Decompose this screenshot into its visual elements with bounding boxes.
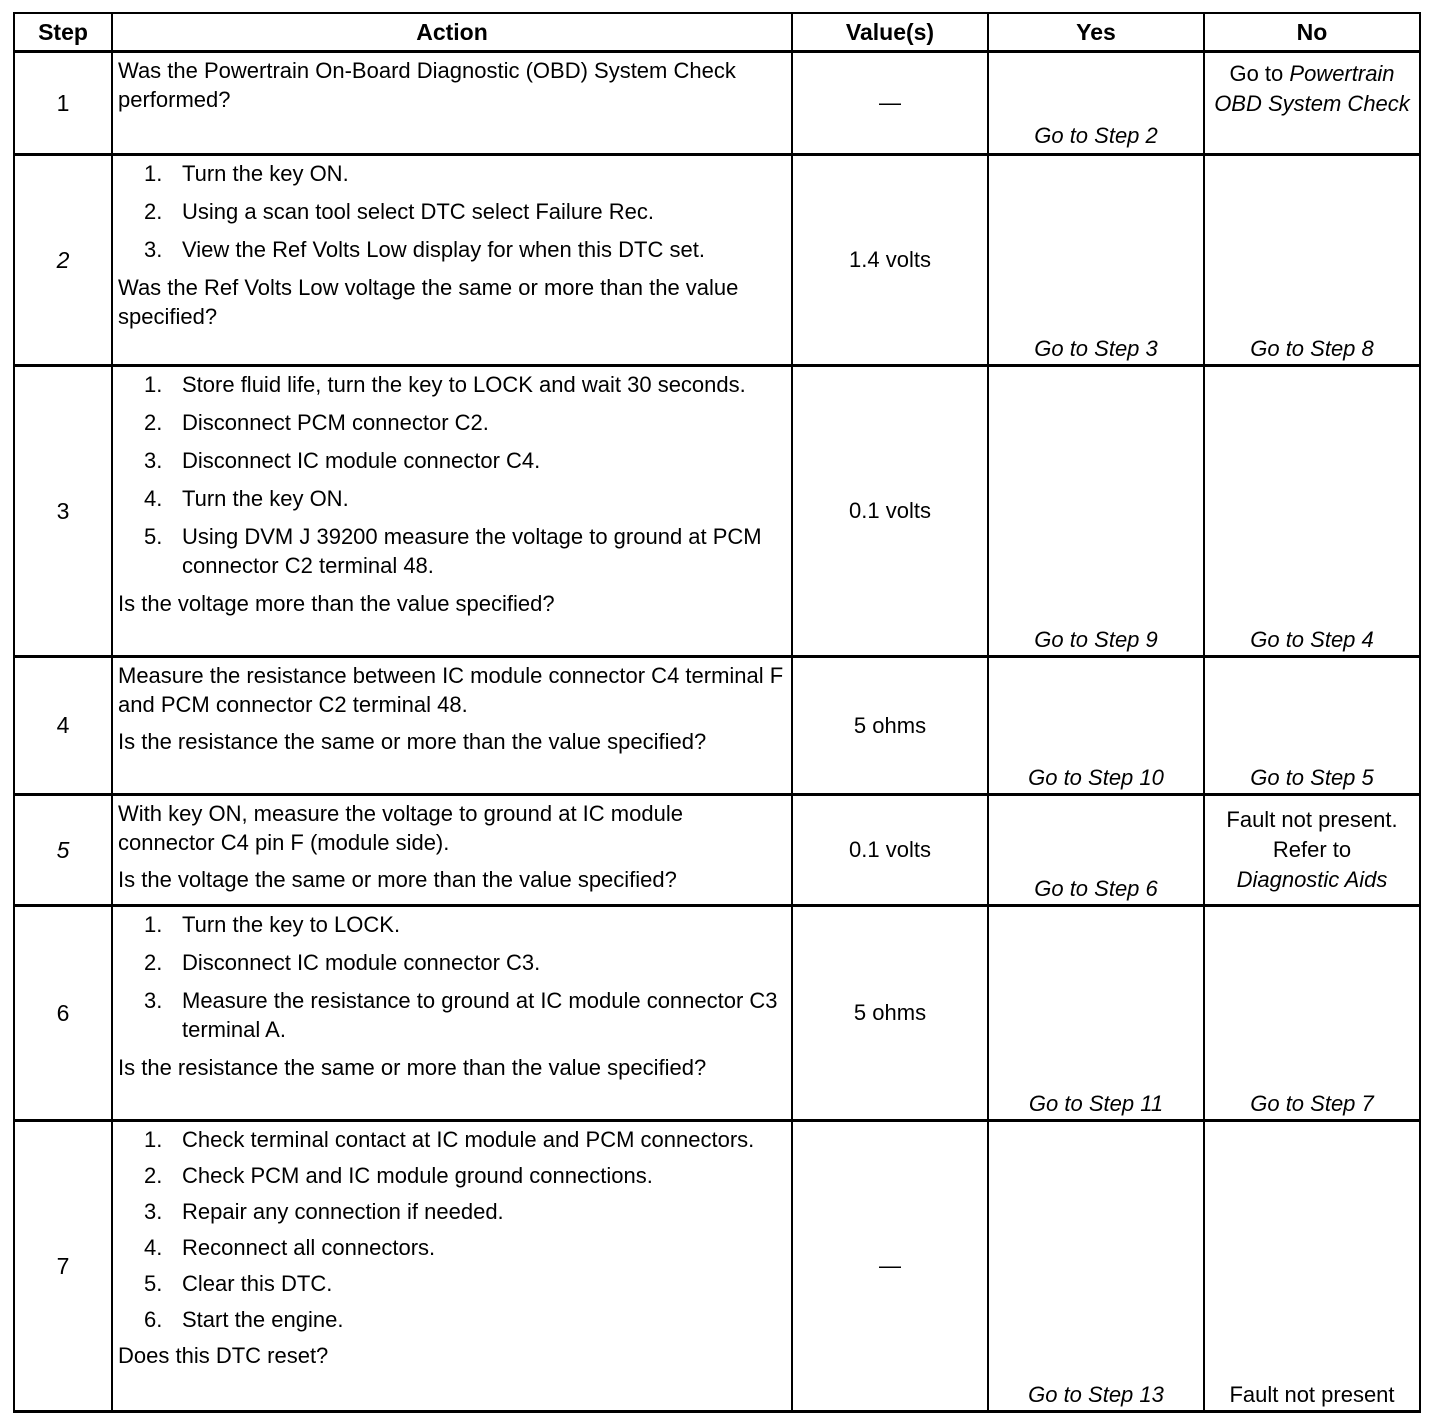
yes-result: Go to Step 13	[1028, 1382, 1164, 1407]
header-no: No	[1204, 13, 1420, 52]
yes-cell	[988, 366, 1204, 657]
yes-result: Go to Step 2	[1034, 123, 1158, 148]
list-item: 1. Store fluid life, turn the key to LOCK and wait 30 seconds.	[144, 372, 746, 397]
yes-result: Go to Step 6	[1034, 876, 1158, 901]
step-number: 4	[14, 657, 112, 795]
header-yes: Yes	[988, 13, 1204, 52]
action-question: Is the resistance the same or more than the value specified?	[118, 1055, 707, 1080]
no-cell	[1204, 1121, 1420, 1412]
no-result: Fault not present	[1229, 1382, 1395, 1407]
no-prefix: Go to	[1229, 61, 1284, 86]
table-row-step-7	[14, 1121, 1420, 1412]
list-item: 4. Reconnect all connectors.	[144, 1235, 436, 1260]
no-result: Go to Step 4	[1250, 627, 1374, 652]
yes-result: Go to Step 10	[1028, 765, 1164, 790]
action-intro: Was the Powertrain On-Board Diagnostic (OBD) System Check performed?	[118, 58, 736, 112]
action-intro: Measure the resistance between IC module connector C4 terminal F and PCM connector C2 terminal 48.	[118, 663, 784, 717]
yes-cell	[988, 52, 1204, 155]
table-row-step-2	[14, 155, 1420, 366]
list-item: 1. Turn the key to LOCK.	[144, 912, 401, 937]
no-cell	[1204, 906, 1420, 1121]
action-question: Is the voltage the same or more than the value specified?	[118, 867, 677, 892]
action-cell	[112, 366, 792, 657]
list-item: 2. Check PCM and IC module ground connections.	[144, 1163, 653, 1188]
no-result: Go to Step 7	[1250, 1091, 1374, 1116]
no-link-diagnostic-aids: Diagnostic Aids	[1236, 867, 1388, 892]
no-cell	[1204, 657, 1420, 795]
action-question: Was the Ref Volts Low voltage the same or more than the value specified?	[118, 275, 739, 329]
list-item: 4. Turn the key ON.	[144, 486, 349, 511]
list-item: 3. Repair any connection if needed.	[144, 1199, 504, 1224]
yes-result: Go to Step 9	[1034, 627, 1158, 652]
action-question: Does this DTC reset?	[118, 1343, 329, 1368]
list-item: 3. Measure the resistance to ground at IC module connector C3 terminal A.	[144, 988, 778, 1042]
yes-cell	[988, 906, 1204, 1121]
list-item: 6. Start the engine.	[144, 1307, 344, 1332]
no-cell	[1204, 795, 1420, 906]
list-item: 2. Using a scan tool select DTC select Failure Rec.	[144, 199, 654, 224]
yes-cell	[988, 1121, 1204, 1412]
step-number: 2	[14, 155, 112, 366]
action-cell	[112, 155, 792, 366]
table-row-step-4	[14, 657, 1420, 795]
step-number: 7	[14, 1121, 112, 1412]
step-number: 3	[14, 366, 112, 657]
list-item: 3. Disconnect IC module connector C4.	[144, 448, 541, 473]
value-cell: 0.1 volts	[792, 366, 988, 657]
step-number: 6	[14, 906, 112, 1121]
yes-cell	[988, 657, 1204, 795]
no-cell	[1204, 155, 1420, 366]
no-cell	[1204, 366, 1420, 657]
table-row-step-1	[14, 52, 1420, 155]
no-result: Go to Step 8	[1250, 336, 1374, 361]
action-steps	[118, 159, 785, 264]
action-question: Is the resistance the same or more than the value specified?	[118, 729, 707, 754]
header-values: Value(s)	[792, 13, 988, 52]
value-cell: 5 ohms	[792, 657, 988, 795]
action-cell	[112, 52, 792, 155]
value-cell: —	[792, 52, 988, 155]
action-intro: With key ON, measure the voltage to ground at IC module connector C4 pin F (module side).	[118, 801, 683, 855]
step-number: 1	[14, 52, 112, 155]
table-row-step-5	[14, 795, 1420, 906]
no-cell	[1204, 52, 1420, 155]
list-item: 1. Check terminal contact at IC module and PCM connectors.	[144, 1127, 755, 1152]
step-number: 5	[14, 795, 112, 906]
action-steps	[118, 1125, 785, 1334]
value-cell: 0.1 volts	[792, 795, 988, 906]
action-steps	[118, 370, 785, 580]
action-question: Is the voltage more than the value specified?	[118, 591, 555, 616]
header-action: Action	[112, 13, 792, 52]
no-line-refer: Refer to	[1272, 837, 1352, 862]
action-cell	[112, 1121, 792, 1412]
list-item: 1. Turn the key ON.	[144, 161, 349, 186]
no-result: Go to Step 5	[1250, 765, 1374, 790]
value-cell: —	[792, 1121, 988, 1412]
table-row-step-3	[14, 366, 1420, 657]
list-item: 3. View the Ref Volts Low display for when this DTC set.	[144, 237, 705, 262]
value-cell: 1.4 volts	[792, 155, 988, 366]
action-cell	[112, 795, 792, 906]
yes-result: Go to Step 11	[1028, 1091, 1164, 1116]
action-cell	[112, 657, 792, 795]
yes-cell	[988, 155, 1204, 366]
list-item: 5. Clear this DTC.	[144, 1271, 333, 1296]
no-link-powertrain-obd-check: Powertrain OBD System Check	[1214, 61, 1410, 116]
no-line-fault: Fault not present.	[1226, 807, 1398, 832]
value-cell: 5 ohms	[792, 906, 988, 1121]
diagnostic-table	[13, 12, 1421, 1413]
list-item: 2. Disconnect IC module connector C3.	[144, 950, 541, 975]
header-step: Step	[14, 13, 112, 52]
yes-result: Go to Step 3	[1034, 336, 1158, 361]
header-row	[14, 13, 1420, 52]
action-steps	[118, 910, 785, 1044]
yes-cell	[988, 795, 1204, 906]
list-item: 2. Disconnect PCM connector C2.	[144, 410, 489, 435]
action-cell	[112, 906, 792, 1121]
table-row-step-6	[14, 906, 1420, 1121]
list-item: 5. Using DVM J 39200 measure the voltage to ground at PCM connector C2 terminal 48.	[144, 524, 762, 578]
